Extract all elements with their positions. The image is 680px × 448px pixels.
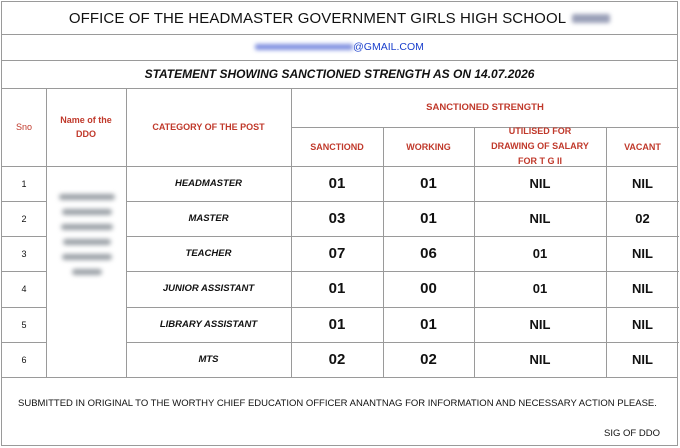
row-utilised: NIL bbox=[529, 317, 551, 332]
row-sno: 3 bbox=[21, 248, 27, 259]
header-sno: Sno bbox=[15, 122, 32, 132]
row-utilised: NIL bbox=[529, 176, 551, 191]
row-utilised: NIL bbox=[529, 352, 551, 367]
email-domain[interactable]: @GMAIL.COM bbox=[353, 41, 424, 53]
row-working: 00 bbox=[420, 280, 437, 297]
email-row bbox=[2, 34, 677, 60]
header-ddo: Name of the DDO bbox=[60, 115, 112, 139]
header-vacant: VACANT bbox=[624, 141, 661, 152]
row-sno: 5 bbox=[21, 319, 27, 330]
row-vacant: NIL bbox=[632, 352, 653, 367]
row-vacant: 02 bbox=[635, 211, 650, 226]
row-post: JUNIOR ASSISTANT bbox=[162, 283, 255, 294]
footer-note-row bbox=[2, 377, 677, 429]
row-working: 02 bbox=[420, 351, 437, 368]
row-sno: 2 bbox=[21, 213, 27, 224]
row-utilised: 01 bbox=[532, 281, 548, 296]
header-utilised: UTILISED FOR DRAWING OF SALARY FOR T G II bbox=[491, 126, 589, 166]
row-post: LIBRARY ASSISTANT bbox=[159, 319, 258, 330]
row-sno: 1 bbox=[21, 178, 27, 189]
document-sheet bbox=[1, 1, 678, 446]
row-sanctiond: 01 bbox=[328, 175, 346, 192]
row-vacant: NIL bbox=[632, 246, 653, 261]
row-post: MTS bbox=[198, 354, 219, 365]
statement-row bbox=[2, 60, 677, 88]
header-sanctiond: SANCTIOND bbox=[310, 141, 364, 152]
header-category: CATEGORY OF THE POST bbox=[152, 122, 265, 132]
row-sno: 6 bbox=[21, 354, 27, 365]
row-vacant: NIL bbox=[632, 281, 653, 296]
row-post: HEADMASTER bbox=[174, 178, 243, 189]
row-working: 06 bbox=[420, 245, 437, 262]
row-utilised: NIL bbox=[529, 211, 551, 226]
row-vacant: NIL bbox=[632, 176, 653, 191]
row-sanctiond: 03 bbox=[328, 210, 346, 227]
header-sanctioned-strength: SANCTIONED STRENGTH bbox=[426, 102, 544, 113]
row-post: TEACHER bbox=[185, 248, 232, 259]
header-working: WORKING bbox=[406, 141, 451, 152]
row-sno: 4 bbox=[21, 283, 27, 294]
redacted-email-user bbox=[255, 44, 353, 50]
redacted-ddo-name bbox=[57, 194, 117, 334]
row-working: 01 bbox=[420, 175, 437, 192]
row-working: 01 bbox=[420, 316, 437, 333]
redacted-school-name bbox=[572, 14, 610, 23]
footer-note: SUBMITTED IN ORIGINAL TO THE WORTHY CHIEF EDUCATION OFFICER ANANTNAG FOR INFORMATION AND NECESSARY ACTION PLEASE. bbox=[18, 397, 657, 409]
page-title: OFFICE OF THE HEADMASTER GOVERNMENT GIRLS HIGH SCHOOL bbox=[68, 9, 567, 27]
row-utilised: 01 bbox=[532, 246, 548, 261]
row-sanctiond: 02 bbox=[328, 351, 346, 368]
row-sanctiond: 01 bbox=[328, 280, 346, 297]
row-vacant: NIL bbox=[632, 317, 653, 332]
statement-title: STATEMENT SHOWING SANCTIONED STRENGTH AS ON 14.07.2026 bbox=[144, 67, 535, 81]
page-title-row bbox=[2, 2, 677, 34]
row-sanctiond: 01 bbox=[328, 316, 346, 333]
row-sanctiond: 07 bbox=[328, 245, 346, 262]
row-working: 01 bbox=[420, 210, 437, 227]
row-post: MASTER bbox=[188, 213, 229, 224]
signature: SIG OF DDO bbox=[604, 427, 660, 439]
